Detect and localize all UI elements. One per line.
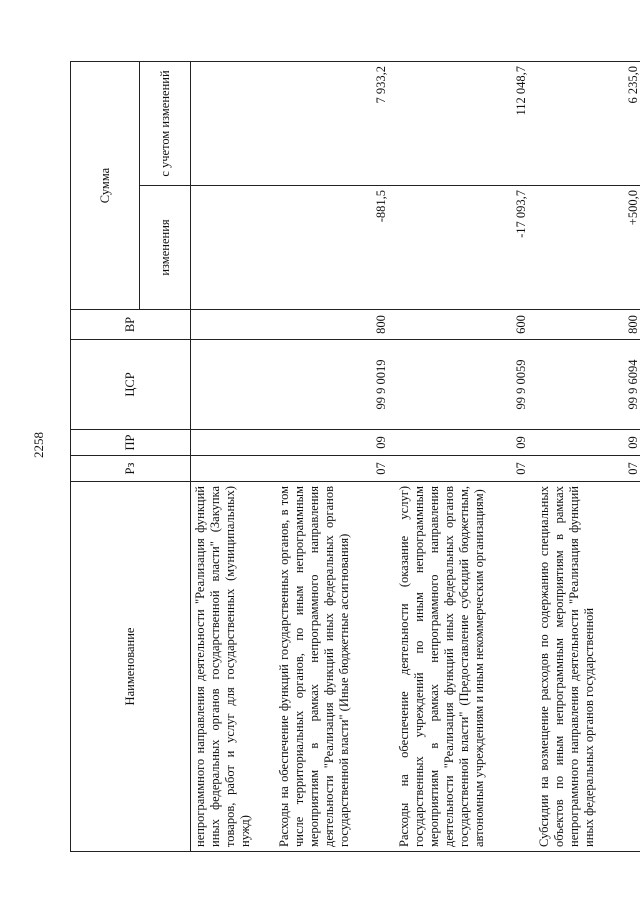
row-change — [191, 186, 276, 310]
header-with-changes: с учетом изменений — [140, 62, 191, 186]
row-name: Расходы на обеспечение функций государственных органов, в том числе территориальных органов, по иным непрограммным мероприятиям в рамках непрограммного направления деятельности "Реализация функций иных федеральных органов государственной власти" (Иные бюджетные ассигнования) — [275, 482, 395, 852]
row-change: -881,5 — [275, 186, 395, 310]
table-header — [71, 62, 191, 852]
row-change: +500,0 — [535, 186, 640, 310]
header-rz: Рз — [71, 456, 191, 482]
row-vr — [191, 310, 276, 340]
row-csr: 99 9 0059 — [395, 340, 535, 430]
header-pr: ПР — [71, 430, 191, 456]
row-vr: 800 — [535, 310, 640, 340]
table-row — [275, 62, 395, 852]
row-pr: 09 — [395, 430, 535, 456]
page-number: 2258 — [31, 432, 46, 458]
row-pr — [191, 430, 276, 456]
row-csr — [191, 340, 276, 430]
header-name: Наименование — [71, 482, 191, 852]
header-changes: изменения — [140, 186, 191, 310]
budget-table — [70, 61, 640, 852]
row-csr: 99 9 0019 — [275, 340, 395, 430]
table-row — [395, 62, 535, 852]
row-pr: 09 — [535, 430, 640, 456]
row-total: 112 048,7 — [395, 62, 535, 186]
row-total — [191, 62, 276, 186]
row-change: -17 093,7 — [395, 186, 535, 310]
row-csr: 99 9 6094 — [535, 340, 640, 430]
rotated-page — [70, 62, 640, 852]
header-csr: ЦСР — [71, 340, 191, 430]
row-pr: 09 — [275, 430, 395, 456]
row-name: непрограммного направления деятельности "Реализация функций иных федеральных органов государственной власти" (Закупка товаров, работ и услуг для государственных (муниципальных) нужд) — [191, 482, 276, 852]
table-row — [191, 62, 276, 852]
row-vr: 600 — [395, 310, 535, 340]
row-total: 7 933,2 — [275, 62, 395, 186]
row-name: Расходы на обеспечение деятельности (оказание услуг) государственных учреждений по иным непрограммным мероприятиям в рамках непрограммного направления деятельности "Реализация функций иных федеральных органов государственной власти" (Предоставление субсидий бюджетным, автономным учреждениям и иным некоммерческим организациям) — [395, 482, 535, 852]
header-sum: Сумма — [71, 62, 140, 310]
row-rz — [191, 456, 276, 482]
row-vr: 800 — [275, 310, 395, 340]
row-name: Субсидии на возмещение расходов по содержанию специальных объектов по иным непрограммным мероприятиям в рамках непрограммного направления деятельности "Реализация функций иных федеральных органов государственной — [535, 482, 640, 852]
row-total: 6 235,0 — [535, 62, 640, 186]
row-rz: 07 — [535, 456, 640, 482]
row-rz: 07 — [395, 456, 535, 482]
table-row — [535, 62, 640, 852]
header-vr: ВР — [71, 310, 191, 340]
row-rz: 07 — [275, 456, 395, 482]
